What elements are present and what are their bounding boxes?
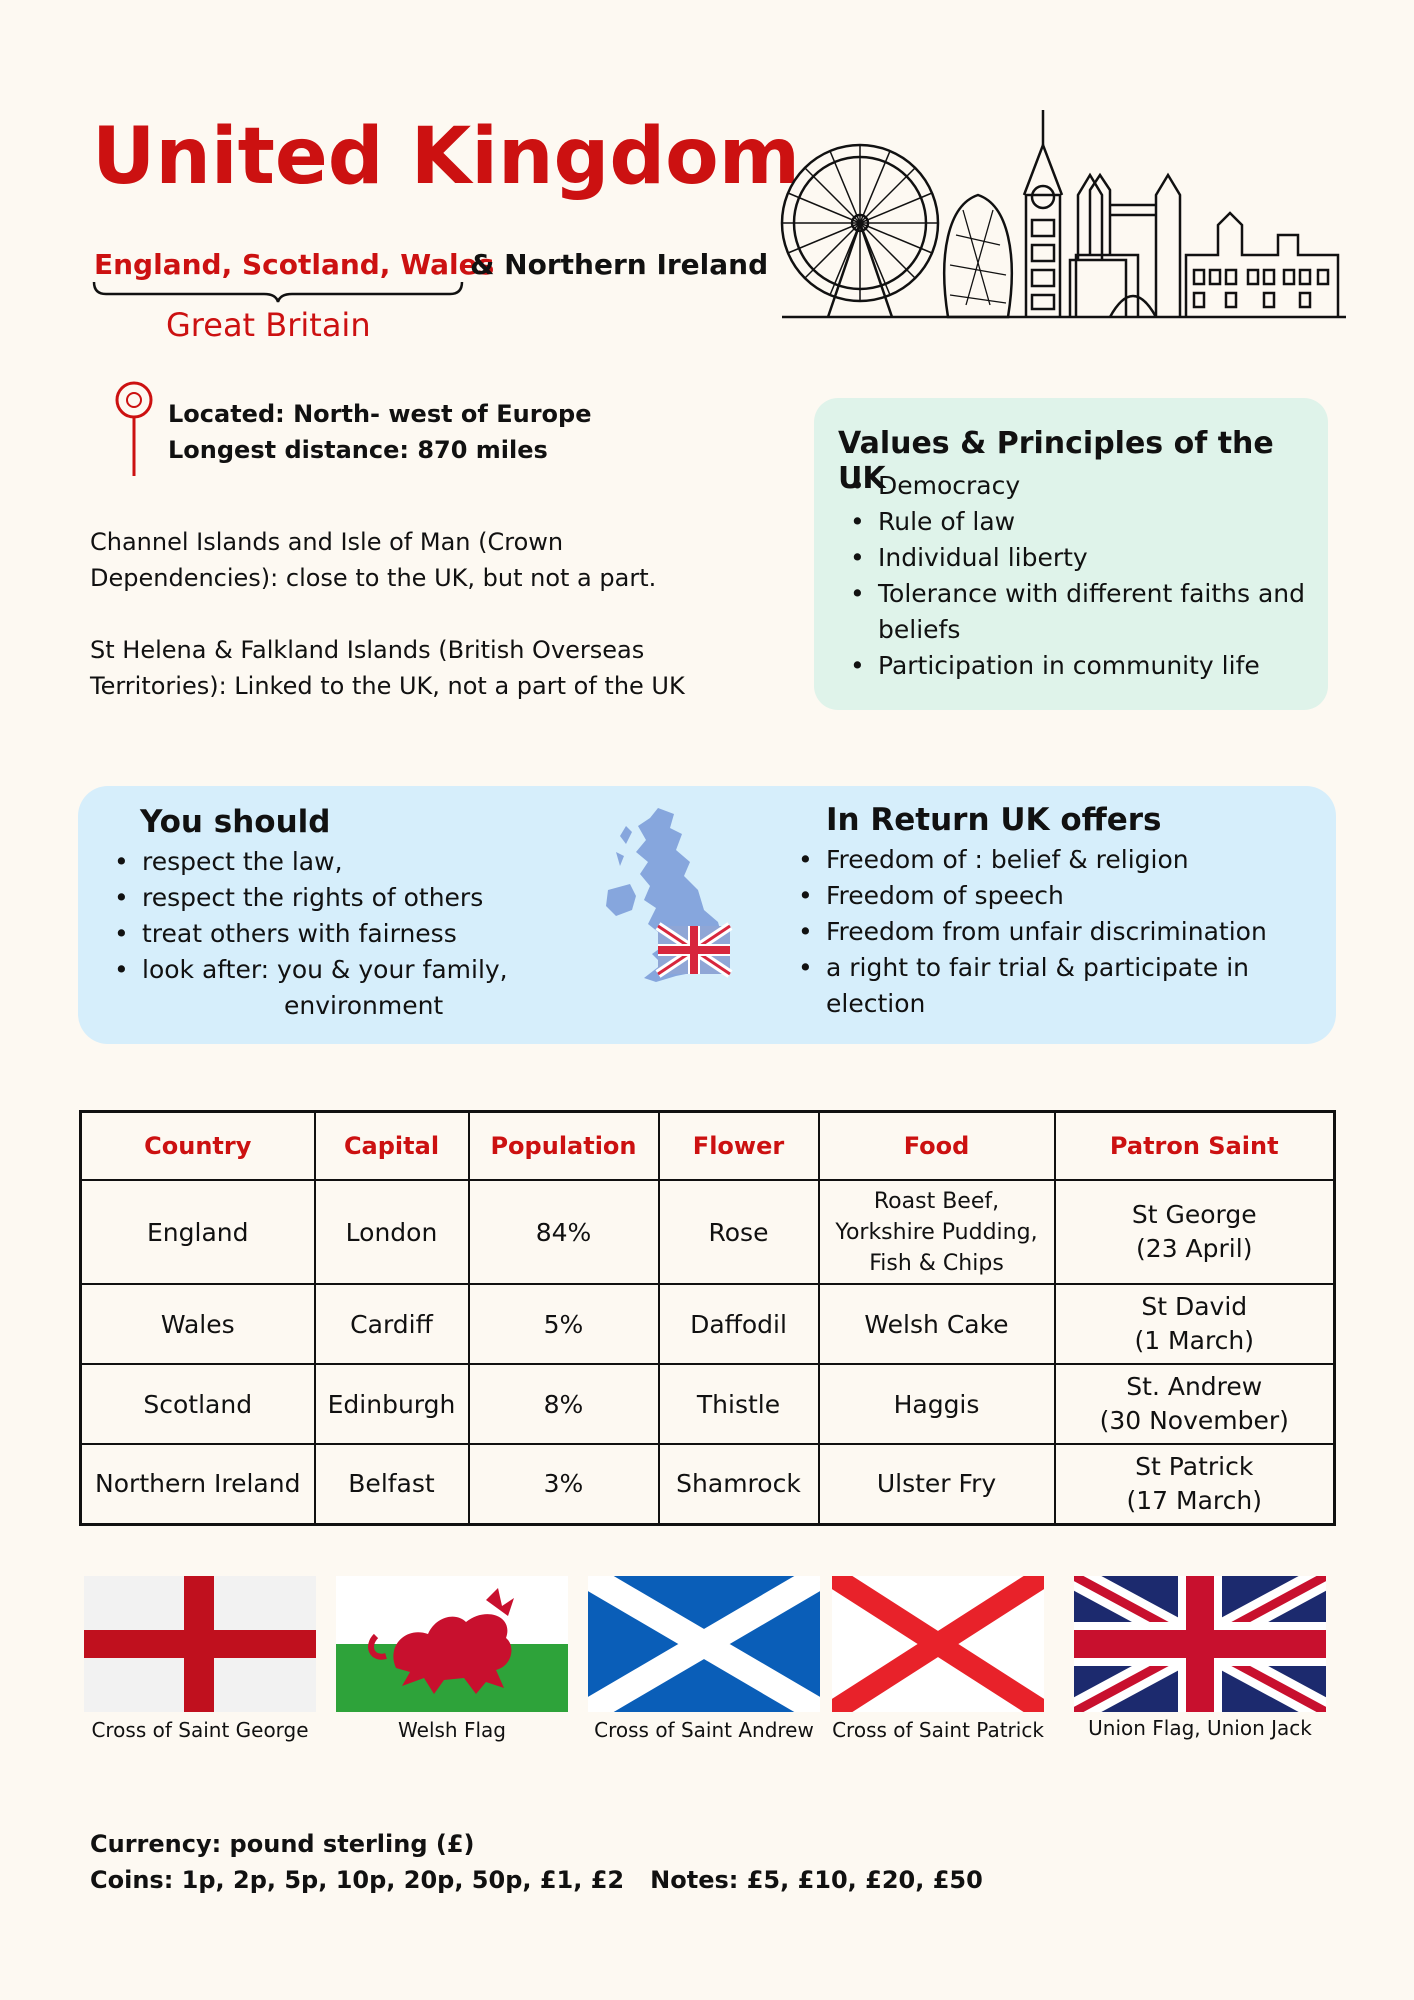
cell-flower: Shamrock (659, 1444, 819, 1524)
location-info (168, 396, 591, 468)
cell-country: Scotland (81, 1364, 315, 1444)
values-heading: Values & Principles of the UK (838, 426, 1274, 496)
uk-offers-list (792, 842, 1322, 1022)
you-should-list (108, 844, 528, 1024)
england-flag-caption: Cross of Saint George (91, 1718, 309, 1742)
gb-countries: England, Scotland, Wales (94, 248, 495, 281)
table-row (81, 1364, 1335, 1444)
food-line: Roast Beef, (873, 1188, 1000, 1214)
union-jack-flag-icon (1074, 1576, 1326, 1712)
values-list (844, 468, 1314, 684)
list-item: • Rule of law (844, 504, 1314, 540)
cell-capital: London (315, 1180, 469, 1284)
table-header-row (81, 1112, 1335, 1181)
located-text: Located: North- west of Europe (168, 400, 592, 428)
cell-saint (1055, 1444, 1335, 1524)
list-item: • a right to fair trial & participate in election (792, 950, 1322, 1022)
cell-capital: Edinburgh (315, 1364, 469, 1444)
list-item: • Individual liberty (844, 540, 1314, 576)
uk-map-icon (586, 804, 746, 1004)
saint-name: St George (1131, 1200, 1257, 1229)
list-item: • look after: you & your family, (108, 952, 528, 988)
london-skyline-icon (778, 105, 1350, 325)
scotland-flag-icon (588, 1576, 820, 1712)
cell-flower: Rose (659, 1180, 819, 1284)
food-line: Fish & Chips (869, 1250, 1004, 1276)
list-item: • respect the law, (108, 844, 528, 880)
union-jack-flag-caption: Union Flag, Union Jack (1088, 1716, 1312, 1740)
cell-capital: Cardiff (315, 1284, 469, 1364)
uk-offers-heading: In Return UK offers (826, 802, 1162, 838)
list-item: • treat others with fairness (108, 916, 528, 952)
rights-panel (78, 786, 1336, 1044)
page-title: United Kingdom (92, 112, 801, 202)
saint-name: St. Andrew (1126, 1372, 1263, 1401)
values-panel (814, 398, 1328, 710)
cell-flower: Thistle (659, 1364, 819, 1444)
location-pin-icon (114, 380, 154, 480)
list-item: • Freedom of : belief & religion (792, 842, 1322, 878)
great-britain-label: Great Britain (166, 306, 371, 344)
saint-date: (1 March) (1134, 1326, 1255, 1355)
scotland-flag-caption: Cross of Saint Andrew (594, 1718, 814, 1742)
brace-icon (92, 280, 464, 304)
cell-food (819, 1180, 1055, 1284)
cell-population: 5% (469, 1284, 659, 1364)
you-should-heading: You should (140, 804, 331, 840)
currency-info (90, 1826, 983, 1898)
overseas-territories-text: St Helena & Falkland Islands (British Overseas Territories): Linked to the UK, not a part of the UK (90, 636, 685, 700)
coins-text: Coins: 1p, 2p, 5p, 10p, 20p, 50p, £1, £2 (90, 1866, 625, 1894)
cell-population: 3% (469, 1444, 659, 1524)
cell-saint (1055, 1180, 1335, 1284)
header-country: Country (81, 1112, 315, 1181)
list-item-continuation: environment (284, 991, 444, 1020)
cell-saint (1055, 1364, 1335, 1444)
welsh-flag-icon (336, 1576, 568, 1712)
table-row (81, 1180, 1335, 1284)
cell-country: Northern Ireland (81, 1444, 315, 1524)
northern-ireland-label: & Northern Ireland (470, 248, 769, 281)
st-patrick-flag-icon (832, 1576, 1044, 1712)
countries-table (79, 1110, 1336, 1526)
st-patrick-flag-caption: Cross of Saint Patrick (832, 1718, 1044, 1742)
header-food: Food (819, 1112, 1055, 1181)
saint-name: St Patrick (1135, 1451, 1254, 1481)
welsh-flag-caption: Welsh Flag (398, 1718, 506, 1742)
cell-food: Welsh Cake (819, 1284, 1055, 1364)
food-line: Yorkshire Pudding, (835, 1219, 1038, 1245)
cell-flower: Daffodil (659, 1284, 819, 1364)
currency-line: Currency: pound sterling (£) (90, 1830, 475, 1858)
list-item: • Participation in community life (844, 648, 1314, 684)
cell-country: Wales (81, 1284, 315, 1364)
coins-notes-line (90, 1862, 983, 1898)
cell-capital: Belfast (315, 1444, 469, 1524)
header-flower: Flower (659, 1112, 819, 1181)
cell-country: England (81, 1180, 315, 1284)
england-flag-icon (84, 1576, 316, 1712)
cell-saint (1055, 1284, 1335, 1364)
notes-text: Notes: £5, £10, £20, £50 (650, 1866, 983, 1894)
list-item: • Freedom from unfair discrimination (792, 914, 1322, 950)
header-capital: Capital (315, 1112, 469, 1181)
list-item: • respect the rights of others (108, 880, 528, 916)
cell-food: Ulster Fry (819, 1444, 1055, 1524)
longest-distance-text: Longest distance: 870 miles (168, 436, 548, 464)
crown-dependencies-text: Channel Islands and Isle of Man (Crown Dependencies): close to the UK, but not a part. (90, 528, 657, 592)
list-item: • Democracy (844, 468, 1314, 504)
saint-date: (30 November) (1099, 1406, 1289, 1435)
cell-food: Haggis (819, 1364, 1055, 1444)
list-item: • Tolerance with different faiths and beliefs (844, 576, 1314, 648)
saint-date: (23 April) (1136, 1234, 1253, 1263)
header-population: Population (469, 1112, 659, 1181)
saint-name: St David (1141, 1292, 1248, 1321)
saint-date: (17 March) (1126, 1485, 1262, 1515)
cell-population: 8% (469, 1364, 659, 1444)
table-row (81, 1284, 1335, 1364)
list-item: • Freedom of speech (792, 878, 1322, 914)
cell-population: 84% (469, 1180, 659, 1284)
table-row (81, 1444, 1335, 1524)
header-patron-saint: Patron Saint (1055, 1112, 1335, 1181)
